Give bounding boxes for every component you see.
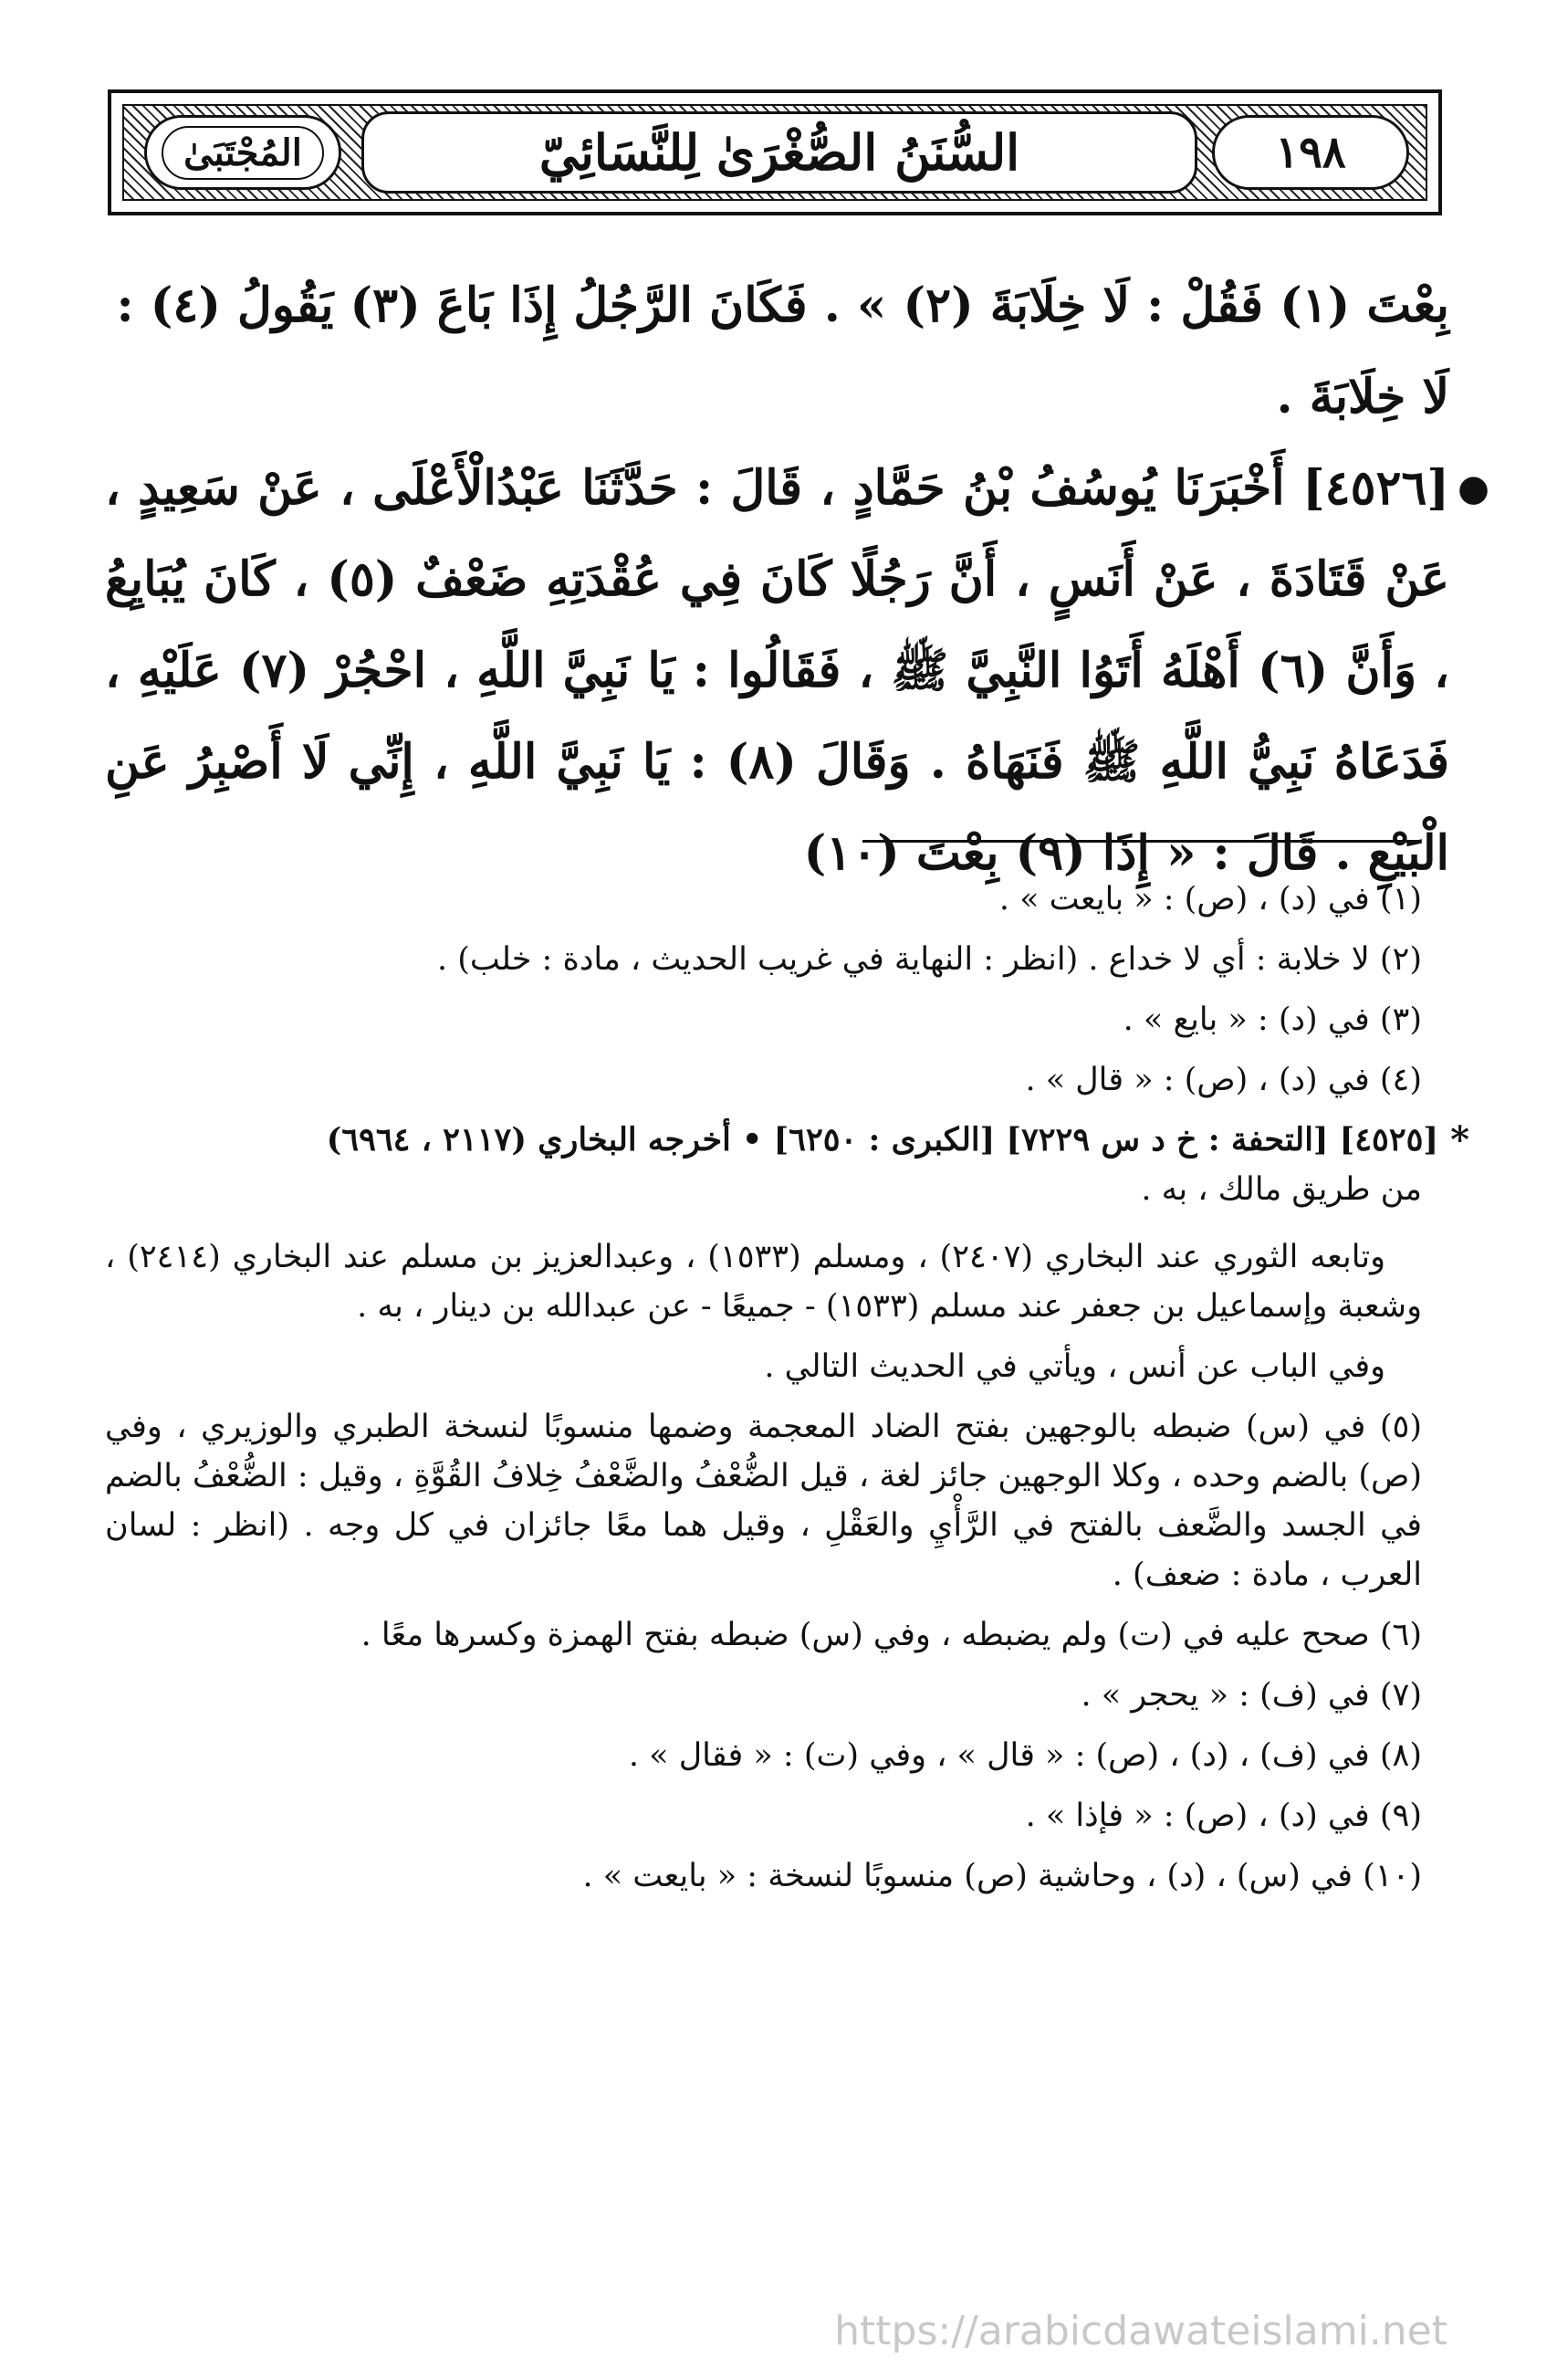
page-number-badge <box>1212 115 1409 190</box>
footnotes <box>105 875 1469 1912</box>
hadith-paragraph: [٤٥٢٦] أَخْبَرَنَا يُوسُفُ بْنُ حَمَّادٍ ، قَالَ : حَدَّثَنَا عَبْدُالْأَعْلَى ، عَنْ سَعِيدٍ ، عَنْ قَتَادَةَ ، عَنْ أَنَسٍ ، أَنَّ رَجُلًا كَانَ فِي عُقْدَتِهِ ضَعْفٌ (٥) ، كَانَ يُبَايِعُ ، وَأَنَّ (٦) أَهْلَهُ أَتَوُا النَّبِيَّ ﷺ ، فَقَالُوا : يَا نَبِيَّ اللَّهِ ، احْجُرْ (٧) عَلَيْهِ ، فَدَعَاهُ نَبِيُّ اللَّهِ ﷺ فَنَهَاهُ . وَقَالَ (٨) : يَا نَبِيَّ اللَّهِ ، إِنِّي لَا أَصْبِرُ عَنِ الْبَيْعِ . قَالَ : « إِذَا (٩) بِعْتَ (١٠) <box>105 460 1450 881</box>
page-number: ١٩٨ <box>1275 127 1346 178</box>
footnote-3: (٣) في (د) : « بايع » . <box>1123 1001 1422 1038</box>
asterisk-icon: * <box>1450 1118 1469 1161</box>
takhrij-paragraph-2: وتابعه الثوري عند البخاري (٢٤٠٧) ، ومسلم (١٥٣٣) ، وعبدالعزيز بن مسلم عند البخاري (٢٤١٤) ، وشعبة وإسماعيل بن جعفر عند مسلم (١٥٣٣) - جميعًا - عن عبدالله بن دينار ، به . <box>105 1239 1422 1325</box>
takhrij-tail: من طريق مالك ، به . <box>1141 1171 1422 1208</box>
footnote-2: (٢) لا خلابة : أي لا خداع . (انظر : النهاية في غريب الحديث ، مادة : خلب) . <box>436 941 1422 978</box>
footnote-9: (٩) في (د) ، (ص) : « فإذا » . <box>1025 1798 1422 1834</box>
footnote-4: (٤) في (د) ، (ص) : « قال » . <box>1025 1062 1422 1098</box>
takhrij-head: [٤٥٢٥] [التحفة : خ د س ٧٢٢٩] [الكبرى : ٦٢٥٠] • أخرجه البخاري (٢١١٧ ، ٦٩٦٤) <box>326 1121 1438 1159</box>
book-logo <box>144 115 341 190</box>
takhrij-block <box>105 1116 1469 1165</box>
footnote-7: (٧) في (ف) : « يحجر » . <box>1081 1677 1422 1714</box>
watermark-url: https://arabicdawateislami.net <box>834 2308 1447 2354</box>
footnote-8: (٨) في (ف) ، (د) ، (ص) : « قال » ، وفي (ت) : « فقال » . <box>628 1737 1422 1774</box>
footnote-1: (١) في (د) ، (ص) : « بايعت » . <box>998 881 1422 917</box>
header-ornament <box>122 104 1427 201</box>
book-logo-text: المُجْتَبَىٰ <box>162 126 324 180</box>
hadith-text <box>105 260 1489 899</box>
hadith-continuation: بِعْتَ (١) فَقُلْ : لَا خِلَابَةَ (٢) » . فَكَانَ الرَّجُلُ إِذَا بَاعَ (٣) يَقُولُ (٤) : لَا خِلَابَةَ . <box>116 278 1449 425</box>
footnote-divider <box>862 840 1419 843</box>
bullet-icon: ● <box>1458 467 1489 509</box>
page-header <box>108 89 1442 215</box>
footnote-6: (٦) صحح عليه في (ت) ولم يضبطه ، وفي (س) ضبطه بفتح الهمزة وكسرها معًا . <box>361 1617 1422 1653</box>
hadith-4526 <box>105 443 1489 899</box>
takhrij-paragraph-3: وفي الباب عن أنس ، ويأتي في الحديث التالي . <box>764 1348 1385 1385</box>
title-band <box>361 111 1197 194</box>
footnote-10: (١٠) في (س) ، (د) ، وحاشية (ص) منسوبًا لنسخة : « بايعت » . <box>582 1858 1422 1894</box>
footnote-5: (٥) في (س) ضبطه بالوجهين بفتح الضاد المعجمة وضمها منسوبًا لنسخة الطبري والوزيري ، وفي (ص) بالضم وحده ، وكلا الوجهين جائز لغة ، قيل الضُّعْفُ والضَّعْفُ خِلافُ القُوَّةِ ، وقيل : الضُّعْفُ بالضم في الجسد والضَّعف بالفتح في الرَّأْيِ والعَقْلِ ، وقيل هما معًا جائزان في كل وجه . (انظر : لسان العرب ، مادة : ضعف) . <box>105 1409 1422 1593</box>
book-title: السُّنَنُ الصُّغْرَىٰ لِلنَّسَائِيّ <box>538 123 1020 182</box>
